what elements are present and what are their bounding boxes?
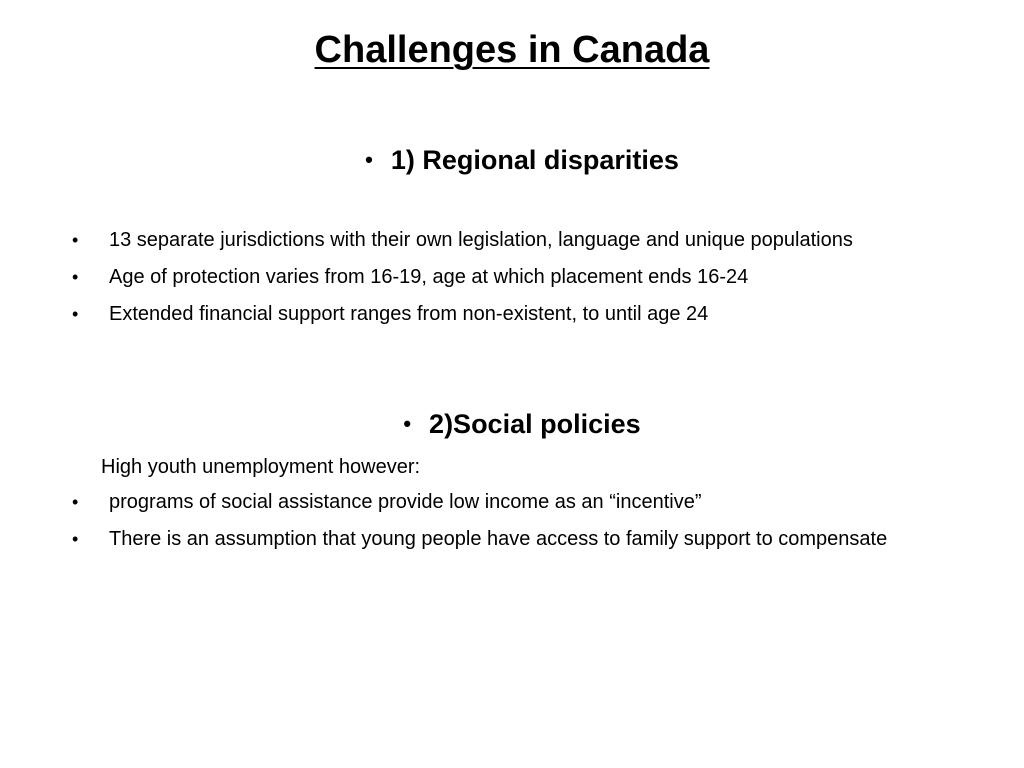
list-item-text: Extended financial support ranges from non-existent, to until age 24: [109, 303, 709, 325]
section-heading-social-policies: [0, 408, 1024, 440]
list-item: [70, 299, 900, 330]
bullet-icon: •: [72, 529, 79, 549]
social-policies-list: [70, 487, 900, 561]
list-item: [70, 225, 900, 256]
bullet-icon: •: [72, 230, 79, 250]
list-item-text: There is an assumption that young people have access to family support to compensate: [109, 528, 888, 550]
list-item: [70, 487, 900, 518]
section-heading-regional-disparities: [0, 144, 1024, 176]
list-item-text: 13 separate jurisdictions with their own legislation, language and unique populations: [109, 229, 853, 251]
list-item: [70, 262, 900, 293]
bullet-icon: •: [365, 147, 373, 172]
bullet-icon: •: [72, 304, 79, 324]
regional-disparities-list: [70, 225, 900, 336]
list-item-text: Age of protection varies from 16-19, age at which placement ends 16-24: [109, 266, 749, 288]
slide-title: Challenges in Canada: [314, 29, 710, 71]
bullet-icon: •: [72, 267, 79, 287]
list-item-text: programs of social assistance provide low income as an “incentive”: [109, 491, 702, 513]
section-heading-text: 2)Social policies: [429, 409, 641, 439]
list-item: [70, 524, 900, 555]
section-heading-text: 1) Regional disparities: [390, 145, 679, 175]
bullet-icon: •: [403, 411, 412, 436]
bullet-icon: •: [72, 492, 79, 512]
social-policies-intro: High youth unemployment however:: [101, 456, 421, 478]
